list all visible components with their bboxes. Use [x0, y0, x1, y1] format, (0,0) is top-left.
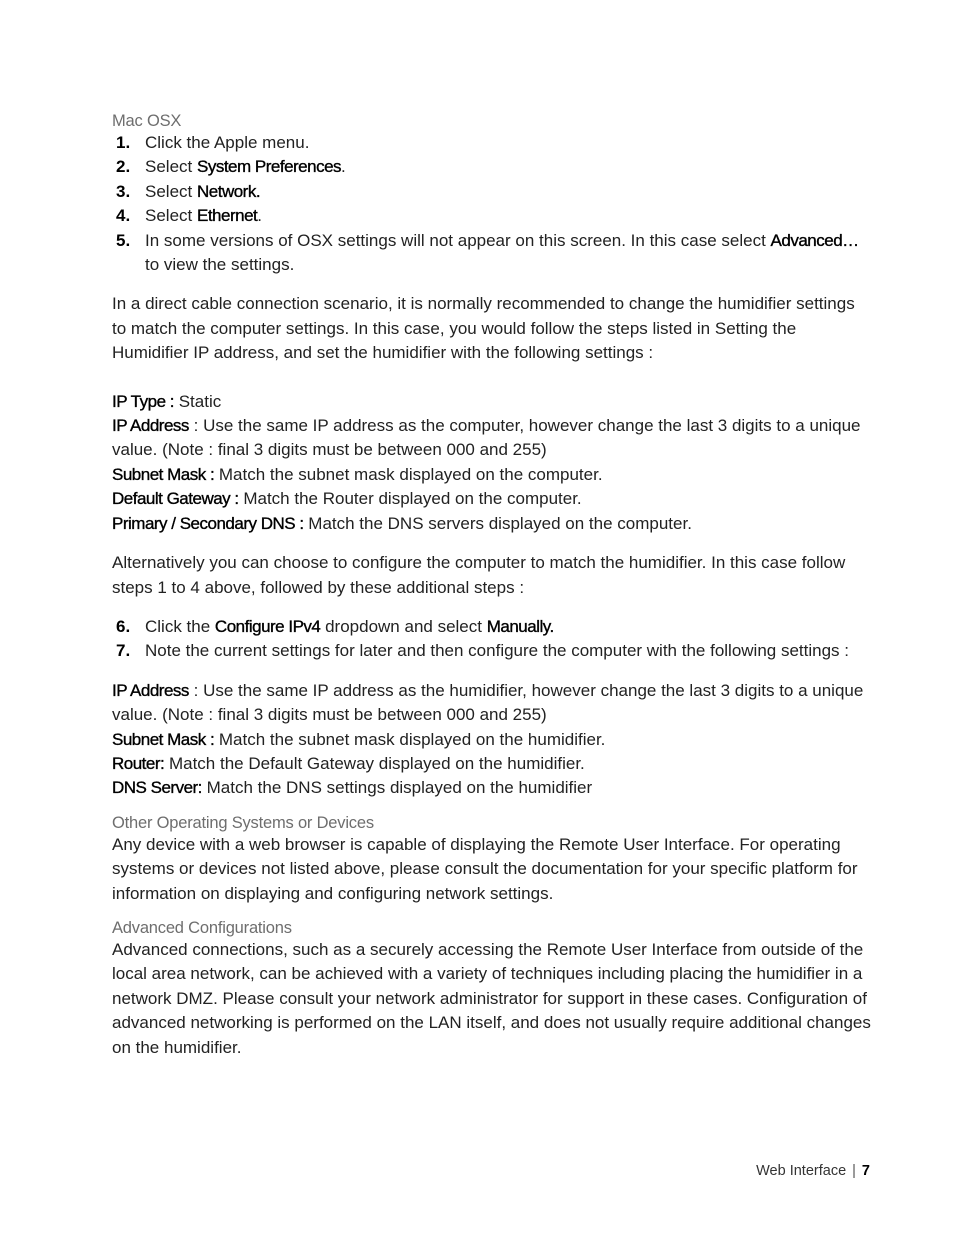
step-number: 3. — [116, 181, 131, 201]
other-os-heading: Other Operating Systems or Devices — [112, 813, 374, 832]
step-text: . — [341, 157, 346, 177]
additional-steps-list — [112, 615, 872, 664]
direct-connection-paragraph: In a direct cable connection scenario, it is normally recommended to change the humidifier settings to match the computer settings. In this case, you would follow the steps listed in Setting the Humidifier IP address, and set the humidifier with the following settings : — [112, 294, 855, 363]
mac-osx-heading: Mac OSX — [112, 112, 182, 130]
setting-value: Match the Default Gateway displayed on the humidifier. — [164, 753, 585, 773]
step-number: 6. — [116, 616, 131, 636]
step-number: 4. — [116, 206, 131, 226]
setting-row — [112, 752, 872, 776]
setting-row — [112, 728, 872, 752]
setting-row — [112, 679, 872, 728]
footer-separator: | — [852, 1163, 856, 1179]
list-item — [112, 180, 872, 204]
step-bold-term: Manually. — [486, 616, 554, 636]
step-number: 2. — [116, 157, 131, 177]
step-bold-term: System Preferences — [196, 157, 342, 177]
setting-label: Subnet Mask : — [112, 729, 215, 749]
humidifier-settings-list — [112, 390, 872, 536]
setting-value: Match the Router displayed on the computer. — [238, 489, 582, 509]
advanced-heading: Advanced Configurations — [112, 918, 292, 937]
step-bold-term: Configure IPv4 — [214, 616, 321, 636]
document-page — [112, 111, 872, 1060]
setting-label: IP Address — [112, 416, 189, 436]
setting-label: Router: — [112, 753, 165, 773]
setting-value: Match the subnet mask displayed on the humidifier. — [214, 729, 606, 749]
list-item — [112, 639, 872, 663]
setting-value: Match the subnet mask displayed on the computer. — [214, 464, 603, 484]
step-number: 5. — [116, 230, 131, 250]
setting-label: Default Gateway : — [112, 489, 239, 509]
step-bold-term: Ethernet — [196, 206, 258, 226]
setting-value: : Use the same IP address as the computer, however change the last 3 digits to a unique value. (Note : final 3 digits must be between 000 and 255) — [112, 416, 861, 460]
step-bold-term: Advanced… — [770, 230, 859, 250]
list-item — [112, 615, 872, 639]
step-text: dropdown and select — [320, 616, 487, 636]
setting-value: Match the DNS servers displayed on the computer. — [303, 513, 692, 533]
setting-row — [112, 414, 872, 463]
step-text: Click the — [145, 616, 215, 636]
computer-settings-list — [112, 679, 872, 801]
step-bold-term: Network. — [196, 181, 261, 201]
page-footer — [756, 1163, 870, 1179]
list-item — [112, 204, 872, 228]
step-text: Note the current settings for later and then configure the computer with the following settings : — [145, 641, 849, 661]
setting-row — [112, 512, 872, 536]
mac-steps-list — [112, 131, 872, 277]
setting-label: DNS Server: — [112, 778, 202, 798]
footer-label: Web Interface — [756, 1163, 847, 1179]
step-text: Select — [145, 206, 197, 226]
list-item — [112, 155, 872, 179]
alternative-paragraph: Alternatively you can choose to configure the computer to match the humidifier. In this case follow steps 1 to 4 above, followed by these additional steps : — [112, 553, 846, 597]
setting-label: Subnet Mask : — [112, 464, 215, 484]
setting-row — [112, 390, 872, 414]
step-text: Select — [145, 157, 197, 177]
step-text: to view the settings. — [145, 255, 295, 275]
step-text: Select — [145, 181, 197, 201]
step-text: In some versions of OSX settings will not appear on this screen. In this case select — [145, 230, 771, 250]
setting-label: IP Address — [112, 680, 189, 700]
setting-row — [112, 487, 872, 511]
list-item — [112, 131, 872, 155]
advanced-paragraph: Advanced connections, such as a securely accessing the Remote User Interface from outside of the local area network, can be achieved with a variety of techniques including placing the humidifier in a network DMZ. Please consult your network administrator for support in these cases. Configuration of advanced networking is performed on the LAN itself, and does not usually require additional changes on the humidifier. — [112, 939, 871, 1057]
setting-value: Match the DNS settings displayed on the humidifier — [201, 778, 593, 798]
setting-row — [112, 463, 872, 487]
setting-label: IP Type : — [112, 391, 174, 411]
other-os-paragraph: Any device with a web browser is capable of displaying the Remote User Interface. For operating systems or devices not listed above, please consult the documentation for your specific platform for information on displaying and configuring network settings. — [112, 834, 858, 903]
setting-value: : Use the same IP address as the humidifier, however change the last 3 digits to a unique value. (Note : final 3 digits must be between 000 and 255) — [112, 680, 864, 725]
step-number: 1. — [116, 133, 131, 152]
setting-label: Primary / Secondary DNS : — [112, 513, 304, 533]
step-number: 7. — [116, 641, 131, 661]
page-number: 7 — [861, 1163, 870, 1179]
step-text: Click the Apple menu. — [145, 133, 310, 152]
step-text: . — [257, 206, 262, 226]
setting-value: Static — [173, 391, 222, 411]
setting-row — [112, 776, 872, 800]
list-item — [112, 229, 872, 278]
